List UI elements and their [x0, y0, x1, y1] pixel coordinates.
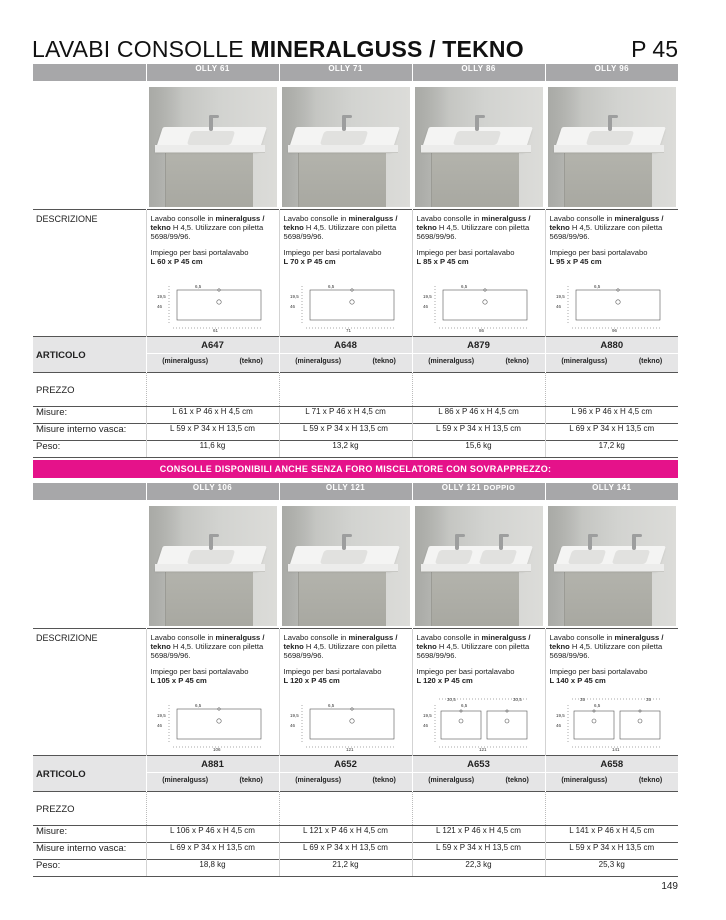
material-mineralguss: (mineralguss)	[428, 777, 475, 784]
dim-side-total: 46	[156, 304, 162, 309]
dim-width: 86	[478, 328, 484, 333]
product-image-row	[33, 500, 678, 629]
price-cell	[146, 792, 279, 826]
dim-width: 96	[611, 328, 617, 333]
articolo-row	[33, 337, 678, 373]
articolo-cell	[146, 337, 279, 373]
dim-side-depth: 19,5	[289, 294, 299, 299]
product-name: OLLY 71	[328, 64, 363, 73]
dim-top: 6,5	[194, 284, 201, 289]
drawing-svg	[151, 695, 275, 753]
spec-misure-value: L 106 x P 46 x H 4,5 cm	[146, 826, 279, 843]
articolo-label: ARTICOLO	[36, 350, 86, 361]
dim-edge-right: 30,5	[512, 697, 522, 702]
product-photo	[415, 87, 543, 207]
product-description-cell	[279, 210, 412, 337]
dim-top: 6,5	[460, 284, 467, 289]
misure-label: Misure:	[33, 407, 146, 424]
product-size: L 120 x P 45 cm	[416, 676, 473, 685]
dim-top: 6,5	[327, 703, 334, 708]
peso-label: Peso:	[33, 441, 146, 458]
material-tekno: (tekno)	[638, 358, 663, 365]
material-tekno: (tekno)	[239, 358, 263, 365]
faucet-icon	[499, 534, 503, 550]
product-description-cell	[146, 629, 279, 756]
product-description-cell	[279, 629, 412, 756]
product-image-cell	[412, 81, 545, 210]
spec-vasca-value: L 69 x P 34 x H 13,5 cm	[279, 843, 412, 860]
article-code: A648	[280, 337, 412, 354]
drawing-svg	[151, 276, 275, 334]
faucet-icon	[455, 534, 459, 550]
misure-vasca-label: Misure interno vasca:	[33, 424, 146, 441]
articolo-cell	[545, 756, 678, 792]
product-name-header	[146, 483, 279, 500]
drawing-svg	[550, 695, 674, 753]
prezzo-row	[33, 792, 678, 826]
product-image-cell	[279, 500, 412, 629]
articolo-cell	[545, 337, 678, 373]
dim-edge-right: 35	[645, 697, 651, 702]
cabinet-base	[165, 153, 253, 207]
product-use: Impiego per basi portalavabo	[416, 248, 515, 257]
product-image-cell	[146, 81, 279, 210]
material-mineralguss: (mineralguss)	[295, 777, 342, 784]
product-name: OLLY 141	[592, 483, 632, 492]
dim-edge-left: 35	[579, 697, 585, 702]
misure-row	[33, 407, 678, 424]
drawing-svg	[417, 695, 541, 753]
material-mineralguss: (mineralguss)	[162, 358, 209, 365]
material-tekno: (tekno)	[372, 777, 396, 784]
product-name: OLLY 61	[195, 64, 230, 73]
dim-width: 61	[212, 328, 218, 333]
product-name: OLLY 121	[441, 483, 482, 492]
product-use: Impiego per basi portalavabo	[150, 248, 249, 257]
product-photo	[149, 87, 277, 207]
dim-side-total: 46	[555, 723, 561, 728]
product-image-row	[33, 81, 678, 210]
header-blank	[33, 64, 146, 81]
article-code: A653	[413, 756, 545, 773]
basin-bowl	[585, 131, 634, 145]
product-name-header	[412, 64, 545, 81]
product-size: L 70 x P 45 cm	[283, 257, 336, 266]
product-photo	[415, 506, 543, 626]
product-name-header	[545, 64, 678, 81]
prezzo-row	[33, 373, 678, 407]
material-tekno: (tekno)	[505, 358, 529, 365]
faucet-icon	[632, 534, 636, 550]
technical-drawing	[284, 695, 408, 753]
dim-side-depth: 19,5	[422, 294, 432, 299]
product-size: L 105 x P 45 cm	[150, 676, 207, 685]
misure-row	[33, 826, 678, 843]
article-code: A879	[413, 337, 545, 354]
spec-misure-value: L 96 x P 46 x H 4,5 cm	[545, 407, 678, 424]
material-mineralguss: (mineralguss)	[428, 358, 475, 365]
dim-side-total: 46	[555, 304, 561, 309]
product-size: L 60 x P 45 cm	[150, 257, 203, 266]
dim-top: 6,5	[593, 284, 600, 289]
header-blank	[33, 483, 146, 500]
product-header-row	[33, 64, 678, 81]
page-number: 149	[661, 881, 678, 892]
basin-bowl	[319, 550, 368, 564]
product-use: Impiego per basi portalavabo	[416, 667, 515, 676]
technical-drawing	[284, 276, 408, 334]
drawing-svg	[417, 276, 541, 334]
dim-edge-left: 30,5	[446, 697, 456, 702]
product-photo	[149, 506, 277, 626]
faucet-icon	[209, 115, 213, 131]
dim-width: 71	[345, 328, 351, 333]
spec-vasca-value: L 59 x P 34 x H 13,5 cm	[412, 424, 545, 441]
peso-label: Peso:	[33, 860, 146, 877]
prezzo-label: PREZZO	[36, 385, 75, 396]
dim-width: 121	[478, 747, 487, 752]
faucet-icon	[608, 115, 612, 131]
promo-banner: CONSOLLE DISPONIBILI ANCHE SENZA FORO MISCELATORE CON SOVRAPPREZZO:	[33, 460, 678, 478]
product-name-header	[412, 483, 545, 500]
product-table-2	[33, 483, 678, 877]
product-name: OLLY 106	[192, 483, 233, 492]
price-cell	[412, 792, 545, 826]
dim-side-total: 46	[422, 723, 428, 728]
article-code: A881	[147, 756, 279, 773]
drawing-svg	[284, 695, 408, 753]
spec-peso-value: 18,8 kg	[146, 860, 279, 877]
basin-bowl	[186, 131, 235, 145]
cabinet-base	[431, 153, 519, 207]
page-title-light: LAVABI CONSOLLE	[32, 36, 251, 62]
material-mineralguss: (mineralguss)	[561, 358, 608, 365]
descrizione-label: DESCRIZIONE	[36, 633, 98, 643]
dim-side-total: 46	[422, 304, 428, 309]
cabinet-base	[431, 572, 519, 626]
dim-side-depth: 19,5	[289, 713, 299, 718]
product-name-header	[279, 64, 412, 81]
page-header	[32, 36, 678, 66]
spec-peso-value: 21,2 kg	[279, 860, 412, 877]
description-row	[33, 629, 678, 756]
product-description: Lavabo consolle in mineralguss / tekno H 4,5. Utilizzare con piletta 5698/99/96. Impiego per basi portalavabo L 95 x P 45 cm	[550, 214, 675, 266]
descrizione-label: DESCRIZIONE	[36, 214, 98, 224]
dim-side-total: 46	[289, 723, 295, 728]
product-description-cell	[412, 629, 545, 756]
product-image-cell	[545, 500, 678, 629]
articolo-row	[33, 756, 678, 792]
basin-bowl	[186, 550, 235, 564]
basin-bowl	[611, 550, 650, 564]
product-description: Lavabo consolle in mineralguss / tekno H 4,5. Utilizzare con piletta 5698/99/96. Impiego per basi portalavabo L 85 x P 45 cm	[417, 214, 541, 266]
product-name: OLLY 96	[594, 64, 629, 73]
product-name-header	[146, 64, 279, 81]
product-name: OLLY 121	[325, 483, 366, 492]
product-description-cell	[545, 210, 678, 337]
article-code: A647	[147, 337, 279, 354]
faucet-icon	[588, 534, 592, 550]
dim-side-total: 46	[156, 723, 162, 728]
technical-drawing	[417, 695, 541, 753]
spec-peso-value: 15,6 kg	[412, 441, 545, 458]
dim-width: 106	[212, 747, 221, 752]
spec-vasca-value: L 59 x P 34 x H 13,5 cm	[545, 843, 678, 860]
price-cell	[412, 373, 545, 407]
material-mineralguss: (mineralguss)	[295, 358, 342, 365]
article-code: A652	[280, 756, 412, 773]
cabinet-base	[165, 572, 253, 626]
spec-peso-value: 11,6 kg	[146, 441, 279, 458]
product-photo	[548, 506, 676, 626]
material-tekno: (tekno)	[239, 777, 263, 784]
product-description-cell	[545, 629, 678, 756]
product-name-suffix: DOPPIO	[483, 483, 516, 492]
description-row	[33, 210, 678, 337]
articolo-cell	[412, 337, 545, 373]
product-table-1	[33, 64, 678, 458]
price-cell	[279, 792, 412, 826]
material-mineralguss: (mineralguss)	[561, 777, 608, 784]
faucet-icon	[475, 115, 479, 131]
product-use: Impiego per basi portalavabo	[283, 248, 382, 257]
articolo-cell	[412, 756, 545, 792]
cabinet-base	[298, 153, 386, 207]
product-image-cell	[279, 81, 412, 210]
product-use: Impiego per basi portalavabo	[549, 667, 648, 676]
dim-side-depth: 19,5	[156, 294, 166, 299]
product-header-row	[33, 483, 678, 500]
product-image-cell	[545, 81, 678, 210]
dim-side-total: 46	[289, 304, 295, 309]
product-name: OLLY 86	[461, 64, 496, 73]
technical-drawing	[550, 276, 674, 334]
technical-drawing	[151, 276, 275, 334]
technical-drawing	[550, 695, 674, 753]
spec-misure-value: L 61 x P 46 x H 4,5 cm	[146, 407, 279, 424]
dim-side-depth: 19,5	[422, 713, 432, 718]
articolo-cell	[279, 756, 412, 792]
dim-width: 121	[345, 747, 354, 752]
basin-bowl	[434, 550, 473, 564]
prezzo-label: PREZZO	[36, 804, 75, 815]
dim-top: 6,5	[460, 703, 467, 708]
peso-row	[33, 441, 678, 458]
material-tekno: (tekno)	[372, 358, 396, 365]
dim-width: 141	[611, 747, 620, 752]
spec-misure-value: L 121 x P 46 x H 4,5 cm	[279, 826, 412, 843]
faucet-icon	[342, 115, 346, 131]
spec-peso-value: 13,2 kg	[279, 441, 412, 458]
product-photo	[282, 506, 410, 626]
misure-label: Misure:	[33, 826, 146, 843]
spec-peso-value: 22,3 kg	[412, 860, 545, 877]
spec-vasca-value: L 59 x P 34 x H 13,5 cm	[412, 843, 545, 860]
spec-vasca-value: L 59 x P 34 x H 13,5 cm	[146, 424, 279, 441]
cabinet-base	[564, 572, 652, 626]
spec-vasca-value: L 59 x P 34 x H 13,5 cm	[279, 424, 412, 441]
dim-top: 6,5	[593, 703, 600, 708]
articolo-cell	[279, 337, 412, 373]
page-title	[32, 36, 524, 63]
page-reference: P 45	[631, 36, 678, 62]
product-use: Impiego per basi portalavabo	[283, 667, 382, 676]
dim-top: 6,5	[327, 284, 334, 289]
product-description: Lavabo consolle in mineralguss / tekno H 4,5. Utilizzare con piletta 5698/99/96. Impiego per basi portalavabo L 70 x P 45 cm	[284, 214, 408, 266]
price-cell	[545, 373, 678, 407]
technical-drawing	[151, 695, 275, 753]
product-description: Lavabo consolle in mineralguss / tekno H 4,5. Utilizzare con piletta 5698/99/96. Impiego per basi portalavabo L 120 x P 45 cm	[284, 633, 408, 685]
material-tekno: (tekno)	[638, 777, 663, 784]
spec-misure-value: L 121 x P 46 x H 4,5 cm	[412, 826, 545, 843]
articolo-cell	[146, 756, 279, 792]
basin-bowl	[452, 131, 501, 145]
dim-side-depth: 19,5	[156, 713, 166, 718]
product-size: L 140 x P 45 cm	[549, 676, 606, 685]
product-description: Lavabo consolle in mineralguss / tekno H 4,5. Utilizzare con piletta 5698/99/96. Impiego per basi portalavabo L 140 x P 45 cm	[550, 633, 675, 685]
spec-peso-value: 25,3 kg	[545, 860, 678, 877]
cabinet-base	[564, 153, 652, 207]
misure-vasca-label: Misure interno vasca:	[33, 843, 146, 860]
material-mineralguss: (mineralguss)	[162, 777, 209, 784]
spec-misure-value: L 86 x P 46 x H 4,5 cm	[412, 407, 545, 424]
misure-vasca-row	[33, 843, 678, 860]
product-name-header	[279, 483, 412, 500]
spec-vasca-value: L 69 x P 34 x H 13,5 cm	[545, 424, 678, 441]
product-size: L 120 x P 45 cm	[283, 676, 340, 685]
product-description: Lavabo consolle in mineralguss / tekno H 4,5. Utilizzare con piletta 5698/99/96. Impiego per basi portalavabo L 105 x P 45 cm	[151, 633, 275, 685]
product-image-cell	[146, 500, 279, 629]
drawing-svg	[284, 276, 408, 334]
drawing-svg	[550, 276, 674, 334]
technical-drawing	[417, 276, 541, 334]
product-image-cell	[412, 500, 545, 629]
price-cell	[279, 373, 412, 407]
product-use: Impiego per basi portalavabo	[150, 667, 249, 676]
basin-bowl	[478, 550, 517, 564]
product-photo	[548, 87, 676, 207]
price-cell	[545, 792, 678, 826]
misure-vasca-row	[33, 424, 678, 441]
article-code: A658	[546, 756, 679, 773]
product-photo	[282, 87, 410, 207]
page-title-bold: MINERALGUSS / TEKNO	[250, 36, 524, 62]
product-use: Impiego per basi portalavabo	[549, 248, 648, 257]
dim-side-depth: 19,5	[555, 713, 565, 718]
spec-peso-value: 17,2 kg	[545, 441, 678, 458]
basin-bowl	[567, 550, 606, 564]
article-code: A880	[546, 337, 679, 354]
spec-misure-value: L 141 x P 46 x H 4,5 cm	[545, 826, 678, 843]
product-name-header	[545, 483, 678, 500]
dim-top: 6,5	[194, 703, 201, 708]
price-cell	[146, 373, 279, 407]
peso-row	[33, 860, 678, 877]
dim-side-depth: 19,5	[555, 294, 565, 299]
basin-bowl	[319, 131, 368, 145]
cabinet-base	[298, 572, 386, 626]
material-tekno: (tekno)	[505, 777, 529, 784]
product-description-cell	[146, 210, 279, 337]
articolo-label: ARTICOLO	[36, 769, 86, 780]
product-description: Lavabo consolle in mineralguss / tekno H 4,5. Utilizzare con piletta 5698/99/96. Impiego per basi portalavabo L 120 x P 45 cm	[417, 633, 541, 685]
product-size: L 95 x P 45 cm	[549, 257, 602, 266]
product-size: L 85 x P 45 cm	[416, 257, 469, 266]
product-description: Lavabo consolle in mineralguss / tekno H 4,5. Utilizzare con piletta 5698/99/96. Impiego per basi portalavabo L 60 x P 45 cm	[151, 214, 275, 266]
spec-misure-value: L 71 x P 46 x H 4,5 cm	[279, 407, 412, 424]
spec-vasca-value: L 69 x P 34 x H 13,5 cm	[146, 843, 279, 860]
product-description-cell	[412, 210, 545, 337]
faucet-icon	[342, 534, 346, 550]
faucet-icon	[209, 534, 213, 550]
